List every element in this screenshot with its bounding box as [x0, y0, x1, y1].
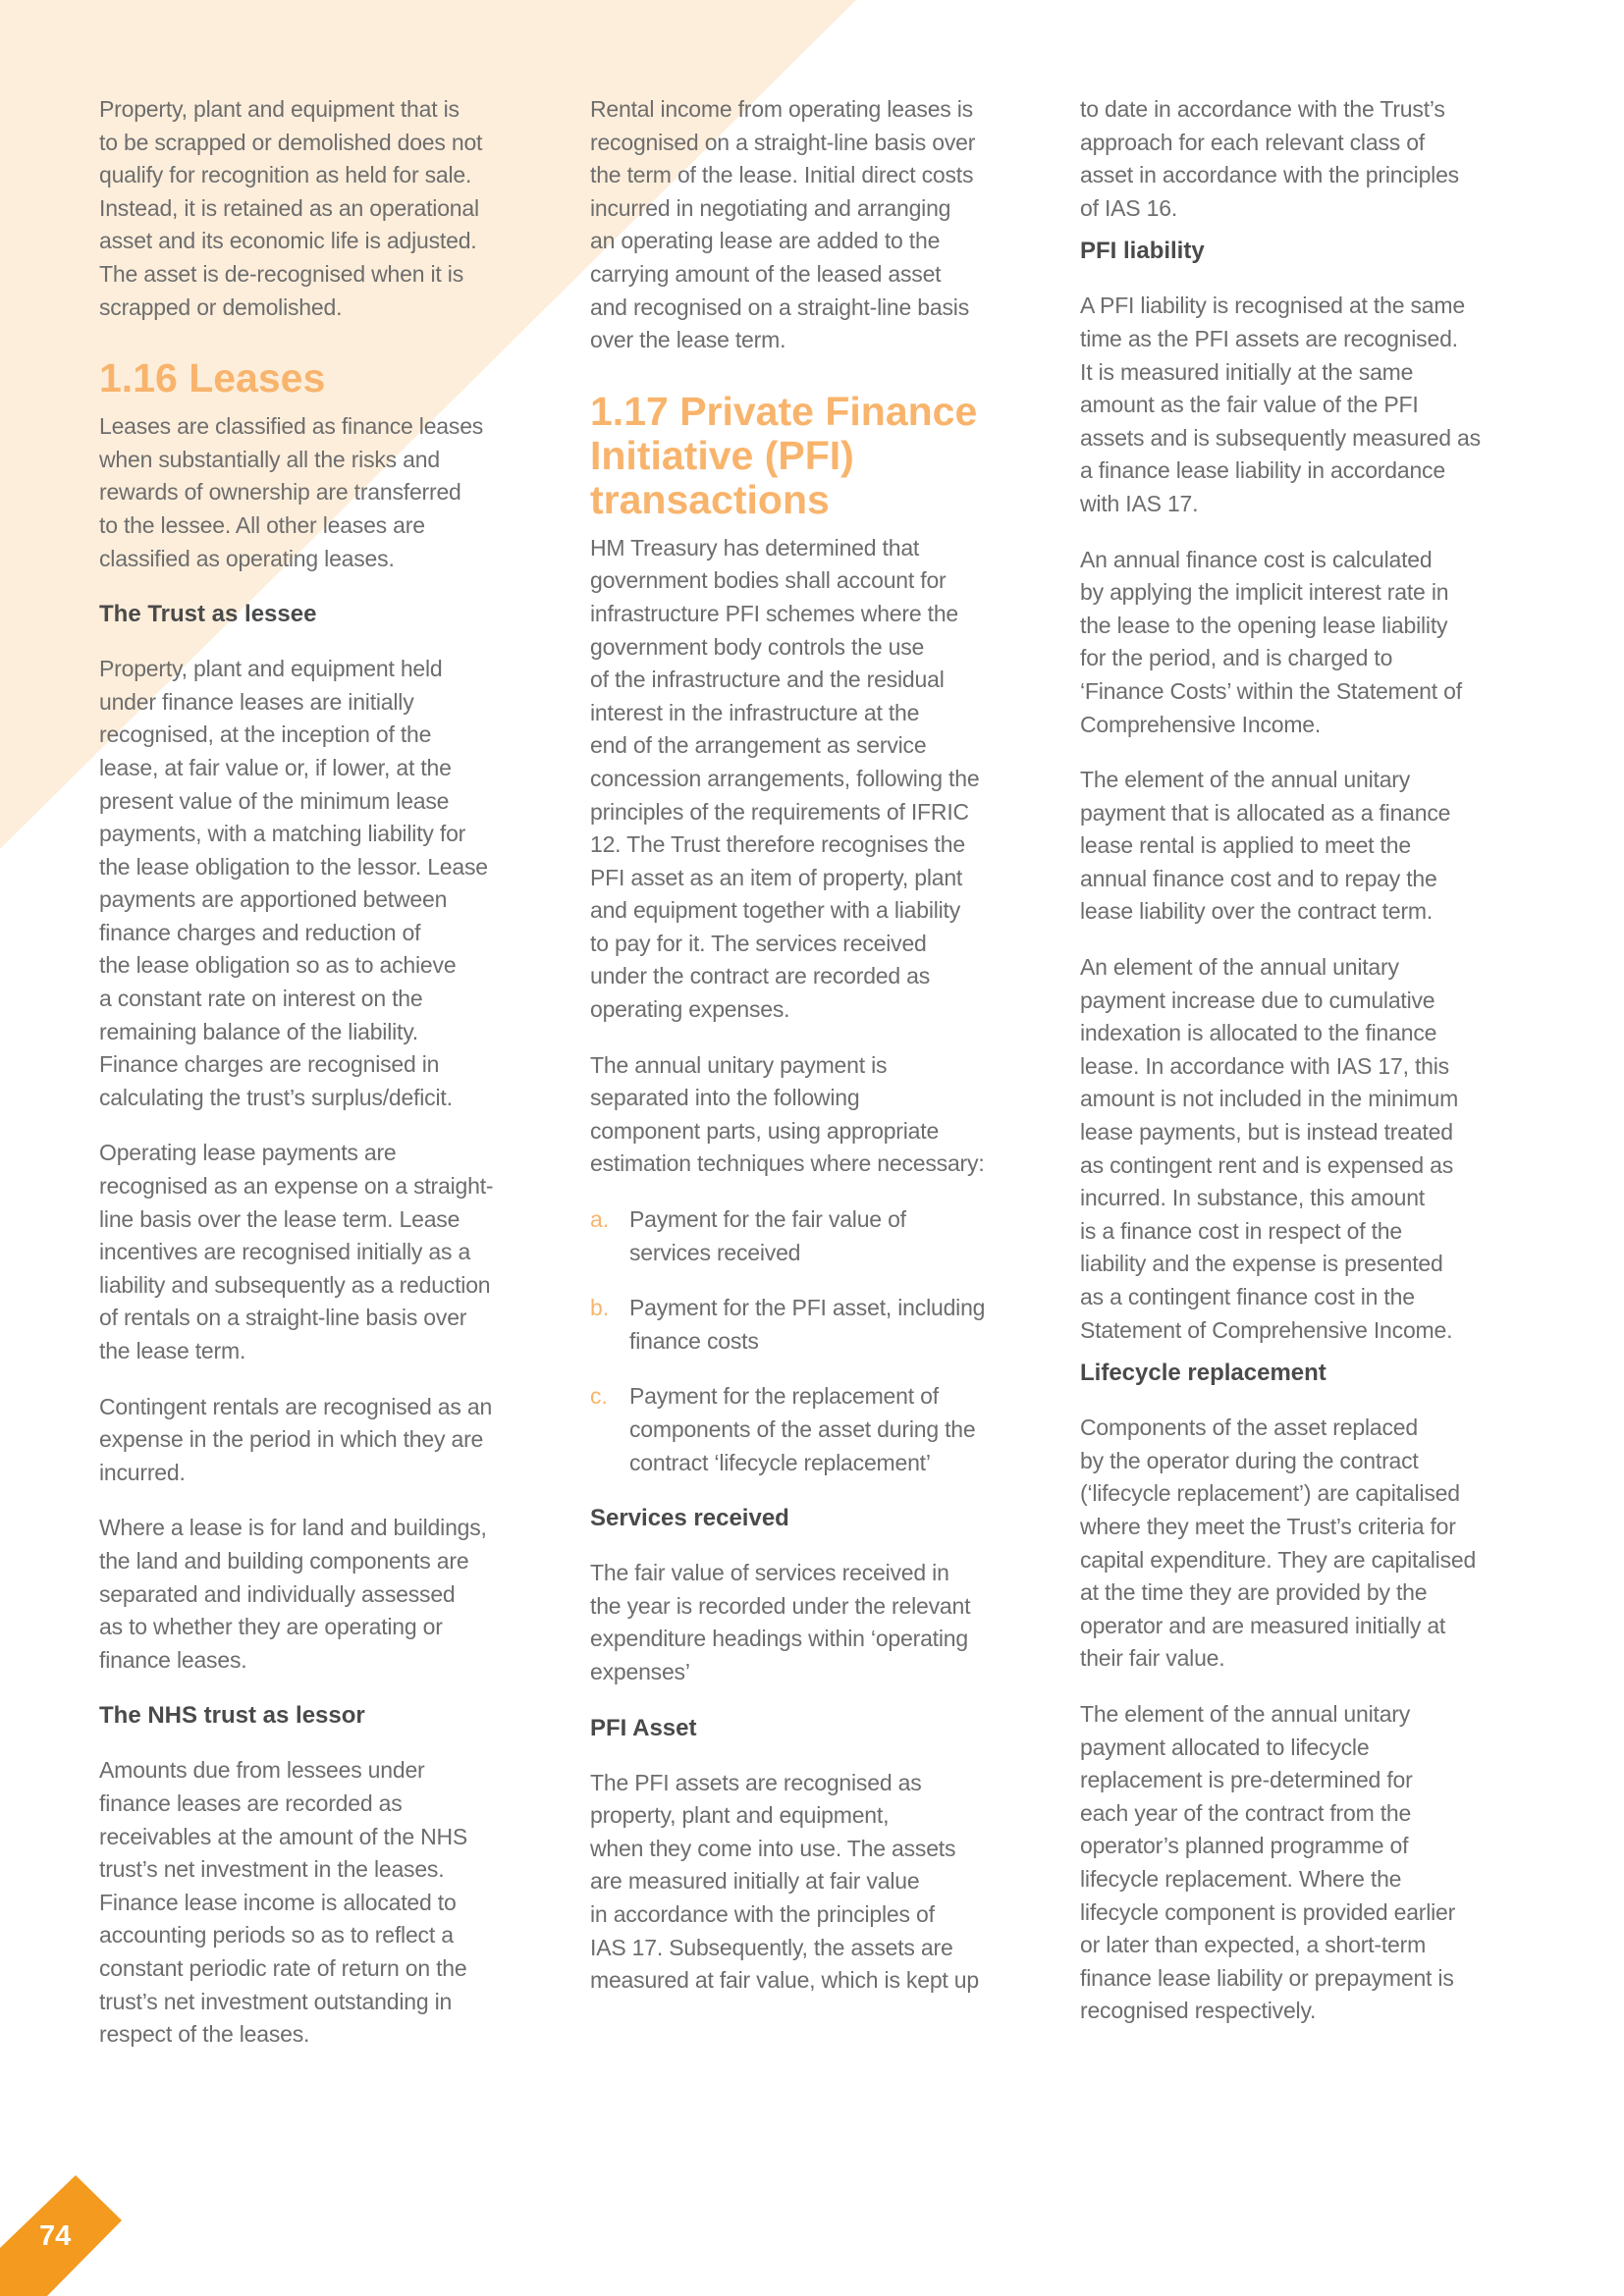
- paragraph: Amounts due from lessees under finance leases are recorded as receivables at the amount of the NHS trust’s net investment in the leases. Finance lease income is allocated to accounting periods so as to reflect a constant periodic rate of return on the trust’s net investment outstanding in respect of the leases.: [99, 1757, 468, 2048]
- paragraph: A PFI liability is recognised at the same time as the PFI assets are recognised. It is measured initially at the same amount as the fair value of the PFI assets and is subsequently measured as a finance lease liability in accordance with IAS 17.: [1080, 293, 1481, 516]
- paragraph: The element of the annual unitary payment allocated to lifecycle replacement is pre-determined for each year of the contract from the operator’s planned programme of lifecycle replacement. Where the lifecycle component is provided earlier or later than expected, a short-term finance lease liability or prepayment is recognised respectively.: [1080, 1700, 1456, 2024]
- section-heading-pfi: 1.17 Private Finance Initiative (PFI) transactions: [590, 388, 978, 522]
- paragraph: The annual unitary payment is separated into the following component parts, using appropriate estimation techniques where necessary:: [590, 1051, 985, 1177]
- subheading-lifecycle-replacement: Lifecycle replacement: [1080, 1360, 1326, 1387]
- list-marker: c.: [590, 1383, 608, 1410]
- paragraph: The PFI assets are recognised as property, plant and equipment, when they come into use. The assets are measured initially at fair value in accordance with the principles of IAS 17. Subsequently, the assets are measured at fair value, which is kept up: [590, 1769, 979, 1994]
- paragraph: An annual finance cost is calculated by applying the implicit interest rate in the lease to the opening lease liability for the period, and is charged to ‘Finance Costs’ within the Statement of Comprehensive Income.: [1080, 546, 1462, 737]
- list-item-text: Payment for the replacement of components of the asset during the contract ‘lifecycle replacement’: [629, 1383, 976, 1475]
- paragraph: Operating lease payments are recognised as an expense on a straight- line basis over the lease term. Lease incentives are recognised initially as a liability and subsequently as a reduction of rentals on a straight-line basis over the lease term.: [99, 1140, 494, 1363]
- subheading-trust-as-lessor: The NHS trust as lessor: [99, 1702, 365, 1730]
- paragraph: to date in accordance with the Trust’s approach for each relevant class of asset in accordance with the principles of IAS 16.: [1080, 96, 1459, 221]
- list-item: [590, 1380, 1061, 1479]
- list-marker: a.: [590, 1206, 610, 1233]
- paragraph: Property, plant and equipment that is to be scrapped or demolished does not qualify for recognition as held for sale. Instead, it is retained as an operational asset and its economic life is adjusted. The asset is de-recognised when it is scrapped or demolished.: [99, 96, 483, 320]
- column-1: [99, 93, 570, 2074]
- paragraph: An element of the annual unitary payment increase due to cumulative indexation is allocated to the finance lease. In accordance with IAS 17, this amount is not included in the minimum lease payments, but is instead treated as contingent rent and is expensed as incurred. In substance, this amount is a finance cost in respect of the liability and the expense is presented as a contingent finance cost in the Statement of Comprehensive Income.: [1080, 954, 1459, 1343]
- paragraph: Leases are classified as finance leases when substantially all the risks and rewards of ownership are transferred to the lessee. All other leases are classified as operating leases.: [99, 413, 484, 571]
- paragraph: Contingent rentals are recognised as an expense in the period in which they are incurred.: [99, 1393, 493, 1485]
- list-item-text: Payment for the fair value of services received: [629, 1206, 906, 1265]
- paragraph: The element of the annual unitary payment that is allocated as a finance lease rental is applied to meet the annual finance cost and to repay the lease liability over the contract term.: [1080, 767, 1451, 925]
- list-item: [590, 1203, 1061, 1269]
- paragraph: Where a lease is for land and buildings, the land and building components are separated and individually assessed as to whether they are operating or finance leases.: [99, 1515, 487, 1673]
- list-item-text: Payment for the PFI asset, including finance costs: [629, 1295, 986, 1354]
- section-heading-leases: 1.16 Leases: [99, 355, 326, 401]
- column-3: [1080, 93, 1551, 2051]
- paragraph: The fair value of services received in the year is recorded under the relevant expenditure headings within ‘operating expenses’: [590, 1560, 971, 1684]
- subheading-services-received: Services received: [590, 1505, 789, 1532]
- list-item: [590, 1292, 1061, 1358]
- subheading-pfi-liability: PFI liability: [1080, 238, 1205, 265]
- paragraph: Components of the asset replaced by the operator during the contract (‘lifecycle replacement’) are capitalised where they meet the Trust’s criteria for capital expenditure. They are capitalised at the time they are provided by the operator and are measured initially at their fair value.: [1080, 1415, 1477, 1672]
- subheading-pfi-asset: PFI Asset: [590, 1714, 697, 1741]
- paragraph: HM Treasury has determined that government bodies shall account for infrastructure PFI schemes where the government body controls the use of the infrastructure and the residual interest in the infrastructure at the end of the arrangement as service concession arrangements, following the principles of the requirements of IFRIC 12. The Trust therefore recognises the PFI asset as an item of property, plant and equipment together with a liability to pay for it. The services received under the contract are recorded as operating expenses.: [590, 534, 980, 1023]
- subheading-trust-as-lessee: The Trust as lessee: [99, 601, 317, 628]
- column-2: [590, 93, 1061, 2020]
- list-marker: b.: [590, 1295, 610, 1321]
- paragraph: Property, plant and equipment held under finance leases are initially recognised, at the inception of the lease, at fair value or, if lower, at the present value of the minimum lease payments, with a matching liability for the lease obligation to the lessor. Lease payments are apportioned between finance charges and reduction of the lease obligation so as to achieve a constant rate on interest on the remaining balance of the liability. Finance charges are recognised in calculating the trust’s surplus/deficit.: [99, 656, 488, 1110]
- paragraph: Rental income from operating leases is recognised on a straight-line basis over the term of the lease. Initial direct costs incurred in negotiating and arranging an operating lease are added to the carrying amount of the leased asset and recognised on a straight-line basis over the lease term.: [590, 96, 976, 353]
- page-number: 74: [39, 2220, 72, 2252]
